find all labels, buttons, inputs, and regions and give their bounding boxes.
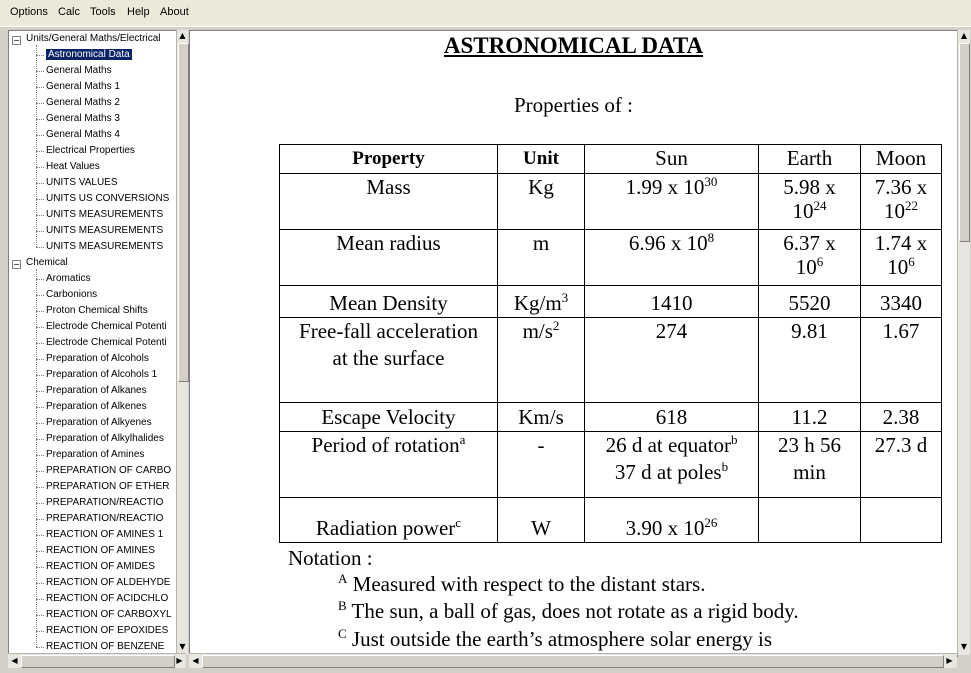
tree-connector xyxy=(36,279,44,280)
value-text: 3.90 x 10 xyxy=(625,516,705,540)
tree-item[interactable] xyxy=(46,63,112,79)
cell-property: Escape Velocity xyxy=(280,403,498,432)
tree-connector xyxy=(36,455,44,456)
tree-item-label: PREPARATION/REACTIO xyxy=(46,513,164,524)
tree-connector xyxy=(36,375,44,376)
tree-item-label: Electrode Chemical Potenti xyxy=(46,337,167,348)
cell-earth: 5520 xyxy=(759,286,861,318)
astronomical-data-table xyxy=(279,144,942,543)
tree-vertical-scrollbar[interactable] xyxy=(176,30,188,655)
cell-unit: W xyxy=(498,498,585,543)
cell-earth xyxy=(759,174,861,230)
cell-earth xyxy=(759,498,861,543)
value-text: 37 d at poles xyxy=(614,460,722,484)
tree-item-label: REACTION OF ALDEHYDE xyxy=(46,577,171,588)
cell-property: Mass xyxy=(280,174,498,230)
tree-item-label: Preparation of Alkenes xyxy=(46,401,147,412)
tree-item[interactable] xyxy=(46,111,120,127)
value-text: Radiation power xyxy=(315,516,456,540)
header-unit: Unit xyxy=(498,145,585,174)
table-row xyxy=(280,498,942,543)
exponent: 26 xyxy=(704,515,718,530)
tree-item-label: PREPARATION OF ETHER xyxy=(46,481,170,492)
value-text: 6.96 x 10 xyxy=(628,231,708,255)
tree-item-label: PREPARATION/REACTIO xyxy=(46,497,164,508)
tree-horizontal-scrollbar[interactable] xyxy=(8,653,186,668)
menu-tools[interactable]: Tools xyxy=(90,6,116,18)
tree-connector xyxy=(36,583,44,584)
tree-item[interactable] xyxy=(46,543,155,559)
header-property: Property xyxy=(280,145,498,174)
tree-connector xyxy=(36,167,44,168)
table-row xyxy=(280,318,942,403)
content-scroll-thumb[interactable] xyxy=(959,43,970,242)
tree-item-label: UNITS MEASUREMENTS xyxy=(46,225,164,236)
value-text: Period of rotation xyxy=(311,433,460,457)
tree-connector xyxy=(36,567,44,568)
tree-item[interactable] xyxy=(46,319,167,335)
tree-item-label: REACTION OF BENZENE xyxy=(46,641,165,652)
table-row xyxy=(280,174,942,230)
tree-item-label: Proton Chemical Shifts xyxy=(46,305,148,316)
superscript: c xyxy=(455,515,462,530)
tree-item[interactable] xyxy=(46,143,135,159)
cell-unit: Kg xyxy=(498,174,585,230)
superscript: b xyxy=(730,432,738,447)
tree-connector xyxy=(36,423,44,424)
tree-connector xyxy=(36,471,44,472)
cell-moon xyxy=(861,230,942,286)
value-text: 10 xyxy=(884,199,905,223)
tree-item[interactable] xyxy=(46,159,100,175)
tree-item[interactable] xyxy=(46,415,152,431)
scroll-right-icon[interactable]: ▶ xyxy=(946,656,953,665)
tree-item[interactable] xyxy=(46,191,169,207)
value-text: 1.99 x 10 xyxy=(625,175,705,199)
tree-item[interactable] xyxy=(46,431,164,447)
tree-item-label: Preparation of Alkylhalides xyxy=(46,433,164,444)
tree-item-label: REACTION OF AMIDES xyxy=(46,561,155,572)
exponent: 22 xyxy=(905,198,918,213)
tree-connector xyxy=(36,215,44,216)
tree-item[interactable] xyxy=(46,351,149,367)
tree-item[interactable] xyxy=(46,207,163,223)
tree-item-label: Heat Values xyxy=(46,161,100,172)
note-a xyxy=(338,572,705,597)
value-text: at the surface xyxy=(332,346,445,370)
tree-item[interactable] xyxy=(46,175,118,191)
note-marker: C xyxy=(338,626,347,641)
tree-connector xyxy=(36,135,44,136)
value-text: 26 d at equator xyxy=(605,433,731,457)
tree-item[interactable] xyxy=(46,447,144,463)
exponent: 24 xyxy=(813,198,827,213)
table-row xyxy=(280,286,942,318)
note-text: The sun, a ball of gas, does not rotate as a rigid body. xyxy=(351,599,799,623)
tree-connector xyxy=(36,327,44,328)
table-row xyxy=(280,403,942,432)
tree-connector xyxy=(36,103,44,104)
cell-property xyxy=(280,498,498,543)
cell-sun: 274 xyxy=(585,318,759,403)
tree-connector xyxy=(36,487,44,488)
tree-connector xyxy=(36,391,44,392)
cell-moon: 27.3 d xyxy=(861,432,942,498)
value-text: 10 xyxy=(792,199,814,223)
page-title: ASTRONOMICAL DATA xyxy=(443,33,704,58)
tree-connector xyxy=(36,631,44,632)
collapse-toggle-icon[interactable]: − xyxy=(13,260,20,269)
tree-item[interactable] xyxy=(46,591,168,607)
tree-item-label: Electrode Chemical Potenti xyxy=(46,321,167,332)
cell-earth xyxy=(759,432,861,498)
content-vertical-scrollbar[interactable] xyxy=(957,30,970,655)
tree-item[interactable] xyxy=(46,287,97,303)
tree-item-label: REACTION OF ACIDCHLO xyxy=(46,593,169,604)
tree-item[interactable] xyxy=(46,463,171,479)
header-sun: Sun xyxy=(585,145,759,174)
tree-hscroll-thumb[interactable] xyxy=(21,655,175,668)
tree-item-label: Preparation of Amines xyxy=(46,449,145,460)
cell-earth: 11.2 xyxy=(759,403,861,432)
tree-connector xyxy=(36,269,37,647)
tree-item[interactable] xyxy=(46,223,163,239)
tree-item[interactable] xyxy=(46,383,147,399)
tree-item[interactable] xyxy=(46,79,120,95)
content-hscroll-thumb[interactable] xyxy=(202,655,944,668)
tree-connector xyxy=(36,247,44,248)
tree-item[interactable] xyxy=(46,303,148,319)
cell-moon xyxy=(861,498,942,543)
value-text: min xyxy=(793,460,826,484)
scroll-up-icon[interactable]: ▲ xyxy=(960,31,968,40)
content-horizontal-scrollbar[interactable] xyxy=(189,653,957,668)
value-text: 1.74 x xyxy=(874,231,928,255)
tree-item-label: General Maths 3 xyxy=(46,113,120,124)
table-row xyxy=(280,230,942,286)
value-text: 7.36 x xyxy=(874,175,928,199)
tree-scroll-thumb[interactable] xyxy=(178,43,189,382)
menu-bar xyxy=(0,0,971,27)
scroll-down-icon[interactable]: ▼ xyxy=(960,642,968,651)
tree-item-label: Preparation of Alcohols 1 xyxy=(46,369,158,380)
navigation-tree[interactable] xyxy=(8,30,177,656)
tree-item-label: Preparation of Alkanes xyxy=(46,385,147,396)
cell-unit: - xyxy=(498,432,585,498)
tree-item[interactable] xyxy=(46,127,120,143)
tree-item[interactable] xyxy=(46,607,172,623)
tree-connector xyxy=(36,45,37,247)
cell-moon: 3340 xyxy=(861,286,942,318)
tree-item[interactable] xyxy=(46,559,155,575)
tree-item[interactable] xyxy=(46,271,90,287)
tree-connector xyxy=(36,551,44,552)
note-c xyxy=(338,627,772,652)
tree-item[interactable] xyxy=(46,47,132,63)
tree-connector xyxy=(36,359,44,360)
table-row xyxy=(280,432,942,498)
tree-item-label: Preparation of Alcohols xyxy=(46,353,149,364)
tree-item[interactable] xyxy=(46,335,167,351)
tree-item-label: REACTION OF AMINES xyxy=(46,545,155,556)
cell-property: Mean radius xyxy=(280,230,498,286)
exponent: 8 xyxy=(707,230,715,245)
tree-item[interactable] xyxy=(46,623,168,639)
cell-sun xyxy=(585,174,759,230)
tree-item[interactable] xyxy=(46,527,163,543)
cell-sun xyxy=(585,498,759,543)
tree-connector xyxy=(36,599,44,600)
value-text: 23 h 56 xyxy=(778,433,841,457)
tree-item-label: PREPARATION OF CARBO xyxy=(46,465,172,476)
tree-item-label: Astronomical Data xyxy=(48,49,130,60)
cell-sun: 1410 xyxy=(585,286,759,318)
exponent: 3 xyxy=(561,290,569,305)
cell-unit xyxy=(498,318,585,403)
tree-item-label: UNITS MEASUREMENTS xyxy=(46,209,164,220)
cell-property xyxy=(280,432,498,498)
tree-group-label: Chemical xyxy=(26,257,68,268)
tree-item-label: General Maths 1 xyxy=(46,81,120,92)
tree-item-label: REACTION OF EPOXIDES xyxy=(46,625,169,636)
tree-connector xyxy=(36,87,44,88)
cell-unit xyxy=(498,286,585,318)
exponent: 30 xyxy=(704,174,718,189)
value-text: m/s xyxy=(522,319,553,343)
cell-unit: Km/s xyxy=(498,403,585,432)
tree-item-label: General Maths 4 xyxy=(46,129,120,140)
cell-sun xyxy=(585,230,759,286)
scroll-up-icon[interactable]: ▲ xyxy=(179,31,186,40)
exponent: 2 xyxy=(552,318,560,333)
cell-sun: 618 xyxy=(585,403,759,432)
tree-item-label: Carbonions xyxy=(46,289,98,300)
note-text: Just outside the earth’s atmosphere solar energy is xyxy=(351,627,773,651)
tree-item-label: Electrical Properties xyxy=(46,145,135,156)
exponent: 6 xyxy=(816,254,824,269)
value-text: 10 xyxy=(795,255,817,279)
value-text: Free-fall acceleration xyxy=(299,319,478,343)
tree-item-label: General Maths 2 xyxy=(46,97,120,108)
table-header-row xyxy=(280,145,942,174)
tree-item-label: REACTION OF CARBOXYL xyxy=(46,609,172,620)
tree-connector xyxy=(36,519,44,520)
page-subtitle: Properties of : xyxy=(514,93,633,117)
tree-group-units[interactable] xyxy=(26,31,161,47)
notation-label: Notation : xyxy=(288,546,373,570)
tree-item[interactable] xyxy=(46,511,163,527)
tree-connector xyxy=(36,407,44,408)
tree-connector xyxy=(36,535,44,536)
tree-item-label: UNITS US CONVERSIONS xyxy=(46,193,170,204)
tree-connector xyxy=(36,647,44,648)
superscript: b xyxy=(721,459,729,474)
tree-connector xyxy=(36,295,44,296)
value-text: 6.37 x xyxy=(783,231,836,255)
collapse-toggle-icon[interactable]: − xyxy=(13,36,20,45)
cell-moon: 1.67 xyxy=(861,318,942,403)
scroll-down-icon[interactable]: ▼ xyxy=(179,642,186,651)
menu-about[interactable]: About xyxy=(160,6,189,18)
tree-connector xyxy=(36,503,44,504)
cell-property xyxy=(280,318,498,403)
tree-connector xyxy=(36,439,44,440)
tree-item-label: General Maths xyxy=(46,65,112,76)
cell-earth xyxy=(759,230,861,286)
value-text: 10 xyxy=(887,255,909,279)
tree-connector xyxy=(36,71,44,72)
tree-item[interactable] xyxy=(46,575,170,591)
note-marker: B xyxy=(338,598,347,613)
scroll-left-icon[interactable]: ◀ xyxy=(11,656,18,665)
tree-connector xyxy=(36,231,44,232)
tree-connector xyxy=(36,343,44,344)
document-view xyxy=(189,30,958,657)
note-b xyxy=(338,599,799,624)
tree-connector xyxy=(36,55,44,56)
value-text: Kg/m xyxy=(513,291,562,315)
menu-help[interactable]: Help xyxy=(127,6,150,18)
menu-options[interactable]: Options xyxy=(10,6,48,18)
tree-item[interactable] xyxy=(46,399,147,415)
tree-group-chemical[interactable] xyxy=(26,255,68,271)
cell-property: Mean Density xyxy=(280,286,498,318)
tree-item[interactable] xyxy=(46,479,170,495)
scroll-right-icon[interactable]: ▶ xyxy=(176,656,183,665)
tree-connector xyxy=(36,151,44,152)
note-marker: A xyxy=(338,571,348,586)
tree-item-label: REACTION OF AMINES 1 xyxy=(46,529,164,540)
scroll-left-icon[interactable]: ◀ xyxy=(192,656,199,665)
cell-moon: 2.38 xyxy=(861,403,942,432)
exponent: 6 xyxy=(908,254,915,269)
value-text: 5.98 x xyxy=(783,175,836,199)
cell-earth: 9.81 xyxy=(759,318,861,403)
cell-unit: m xyxy=(498,230,585,286)
tree-connector xyxy=(36,615,44,616)
tree-item-label: Preparation of Alkyenes xyxy=(46,417,152,428)
tree-item[interactable] xyxy=(46,95,120,111)
tree-connector xyxy=(36,199,44,200)
tree-group-label: Units/General Maths/Electrical xyxy=(26,33,161,44)
tree-item-label: UNITS VALUES xyxy=(46,177,118,188)
cell-moon xyxy=(861,174,942,230)
cell-sun xyxy=(585,432,759,498)
tree-item[interactable] xyxy=(46,495,163,511)
tree-item[interactable] xyxy=(46,239,163,255)
tree-connector xyxy=(36,183,44,184)
tree-item-label: Aromatics xyxy=(46,273,91,284)
header-earth: Earth xyxy=(759,145,861,174)
note-text: Measured with respect to the distant stars. xyxy=(352,572,706,596)
tree-connector xyxy=(36,311,44,312)
tree-connector xyxy=(36,119,44,120)
header-moon: Moon xyxy=(861,145,942,174)
tree-item[interactable] xyxy=(46,367,157,383)
menu-calc[interactable]: Calc xyxy=(58,6,81,18)
tree-item-label: UNITS MEASUREMENTS xyxy=(46,241,164,252)
superscript: a xyxy=(459,432,466,447)
